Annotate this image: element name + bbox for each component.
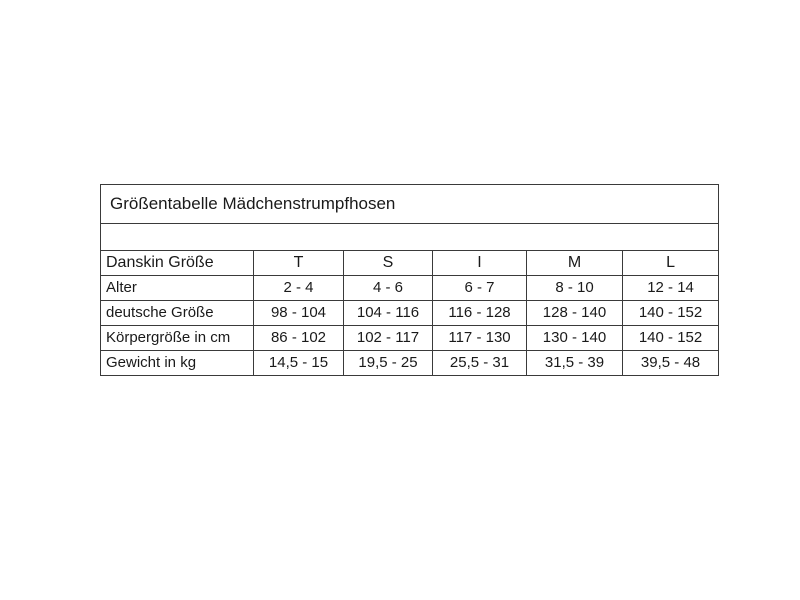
size-cell-l: L [623,251,719,276]
table-cell: 117 - 130 [433,326,527,351]
table-cell: 39,5 - 48 [623,351,719,376]
table-cell: 130 - 140 [527,326,623,351]
size-chart-table [100,184,719,376]
empty-cell [101,224,719,251]
table-cell: 25,5 - 31 [433,351,527,376]
table-cell: 128 - 140 [527,301,623,326]
table-row-german-size [101,301,719,326]
table-cell: 140 - 152 [623,326,719,351]
table-cell: 2 - 4 [254,276,344,301]
size-cell-i: I [433,251,527,276]
title-row [101,185,719,224]
table-cell: 6 - 7 [433,276,527,301]
table-cell: 116 - 128 [433,301,527,326]
table-row-weight [101,351,719,376]
table-cell: 86 - 102 [254,326,344,351]
size-cell-s: S [344,251,433,276]
table-cell: 4 - 6 [344,276,433,301]
table-cell: 31,5 - 39 [527,351,623,376]
table-row-body-height [101,326,719,351]
size-cell-m: M [527,251,623,276]
table-cell: 140 - 152 [623,301,719,326]
table-title: Größentabelle Mädchenstrumpfhosen [101,185,719,224]
table-cell: 12 - 14 [623,276,719,301]
header-row-danskin-size [101,251,719,276]
table-cell: 14,5 - 15 [254,351,344,376]
row-label: Alter [101,276,254,301]
size-cell-t: T [254,251,344,276]
table-row-age [101,276,719,301]
row-label: Körpergröße in cm [101,326,254,351]
table-cell: 102 - 117 [344,326,433,351]
row-label: Danskin Größe [101,251,254,276]
spacer-row [101,224,719,251]
table-cell: 104 - 116 [344,301,433,326]
table-cell: 19,5 - 25 [344,351,433,376]
table-cell: 8 - 10 [527,276,623,301]
row-label: deutsche Größe [101,301,254,326]
row-label: Gewicht in kg [101,351,254,376]
table-cell: 98 - 104 [254,301,344,326]
